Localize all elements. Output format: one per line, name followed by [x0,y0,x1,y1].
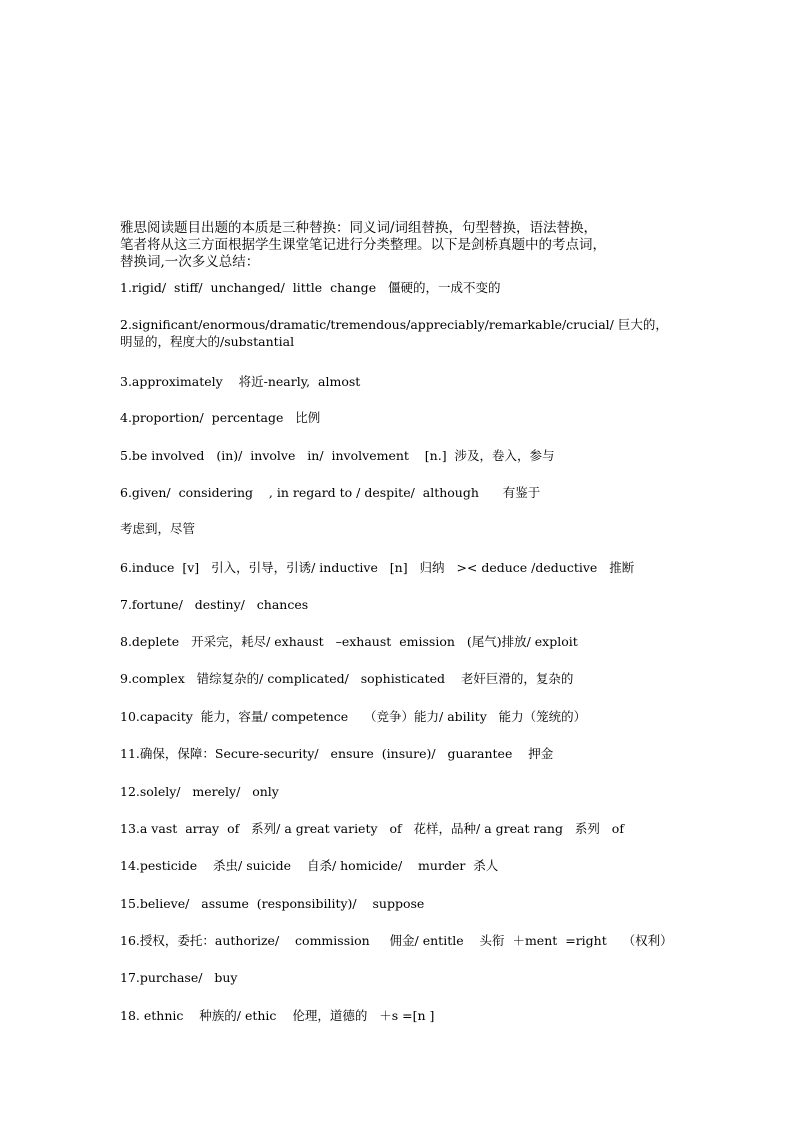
vocab-entry: 16.授权，委托：authorize/ commission 佣金/ entitle 头衔 ＋ment =right （权利） [120,933,673,948]
vocab-entry: 13.a vast array of 系列/ a great variety of 花样，品种/ a great rang 系列 of [120,821,624,836]
vocab-entry: 11.确保，保障：Secure-security/ ensure (insure)/ guarantee 押金 [120,746,554,761]
vocab-entry: 10.capacity 能力，容量/ competence （竞争）能力/ ability 能力（笼统的） [120,709,587,724]
intro-paragraph [120,220,680,271]
vocab-entry: 17.purchase/ buy [120,970,238,985]
vocab-entry: 9.complex 错综复杂的/ complicated/ sophisticated 老奸巨滑的，复杂的 [120,671,574,686]
vocab-entry: 3.approximately 将近-nearly, almost [120,374,361,389]
vocab-entry: 6.given/ considering , in regard to / despite/ although 有鉴于 [120,485,541,500]
document-page [120,220,680,1023]
vocab-entry: 5.be involved (in)/ involve in/ involvement [n.] 涉及，卷入，参与 [120,448,555,463]
vocab-entry: 2.significant/enormous/dramatic/tremendous/appreciably/remarkable/crucial/ 巨大的，明显的，程度大的/substantial [120,317,668,349]
vocab-entry: 14.pesticide 杀虫/ suicide 自杀/ homicide/ murder 杀人 [120,858,499,873]
vocab-entry: 考虑到，尽管 [120,521,196,536]
vocab-entry: 12.solely/ merely/ only [120,784,279,799]
vocab-entry: 6.induce [v] 引入，引导，引诱/ inductive [n] 归纳 >< deduce /deductive 推断 [120,560,635,575]
vocab-entry: 1.rigid/ stiff/ unchanged/ little change 僵硬的，一成不变的 [120,280,501,295]
intro-line: 雅思阅读题目出题的本质是三种替换：同义词/词组替换，句型替换，语法替换， [120,220,598,236]
vocab-entry: 8.deplete 开采完，耗尽/ exhaust –exhaust emission (尾气)排放/ exploit [120,634,578,649]
vocab-entry: 15.believe/ assume (responsibility)/ suppose [120,896,425,911]
vocab-entry: 7.fortune/ destiny/ chances [120,597,309,612]
vocab-entry: 18. ethnic 种族的/ ethic 伦理，道德的 ＋s =[n ] [120,1008,435,1023]
intro-line: 笔者将从这三方面根据学生课堂笔记进行分类整理。以下是剑桥真题中的考点词， [120,237,606,253]
intro-line: 替换词,一次多义总结： [120,254,260,270]
vocab-entry: 4.proportion/ percentage 比例 [120,410,321,425]
